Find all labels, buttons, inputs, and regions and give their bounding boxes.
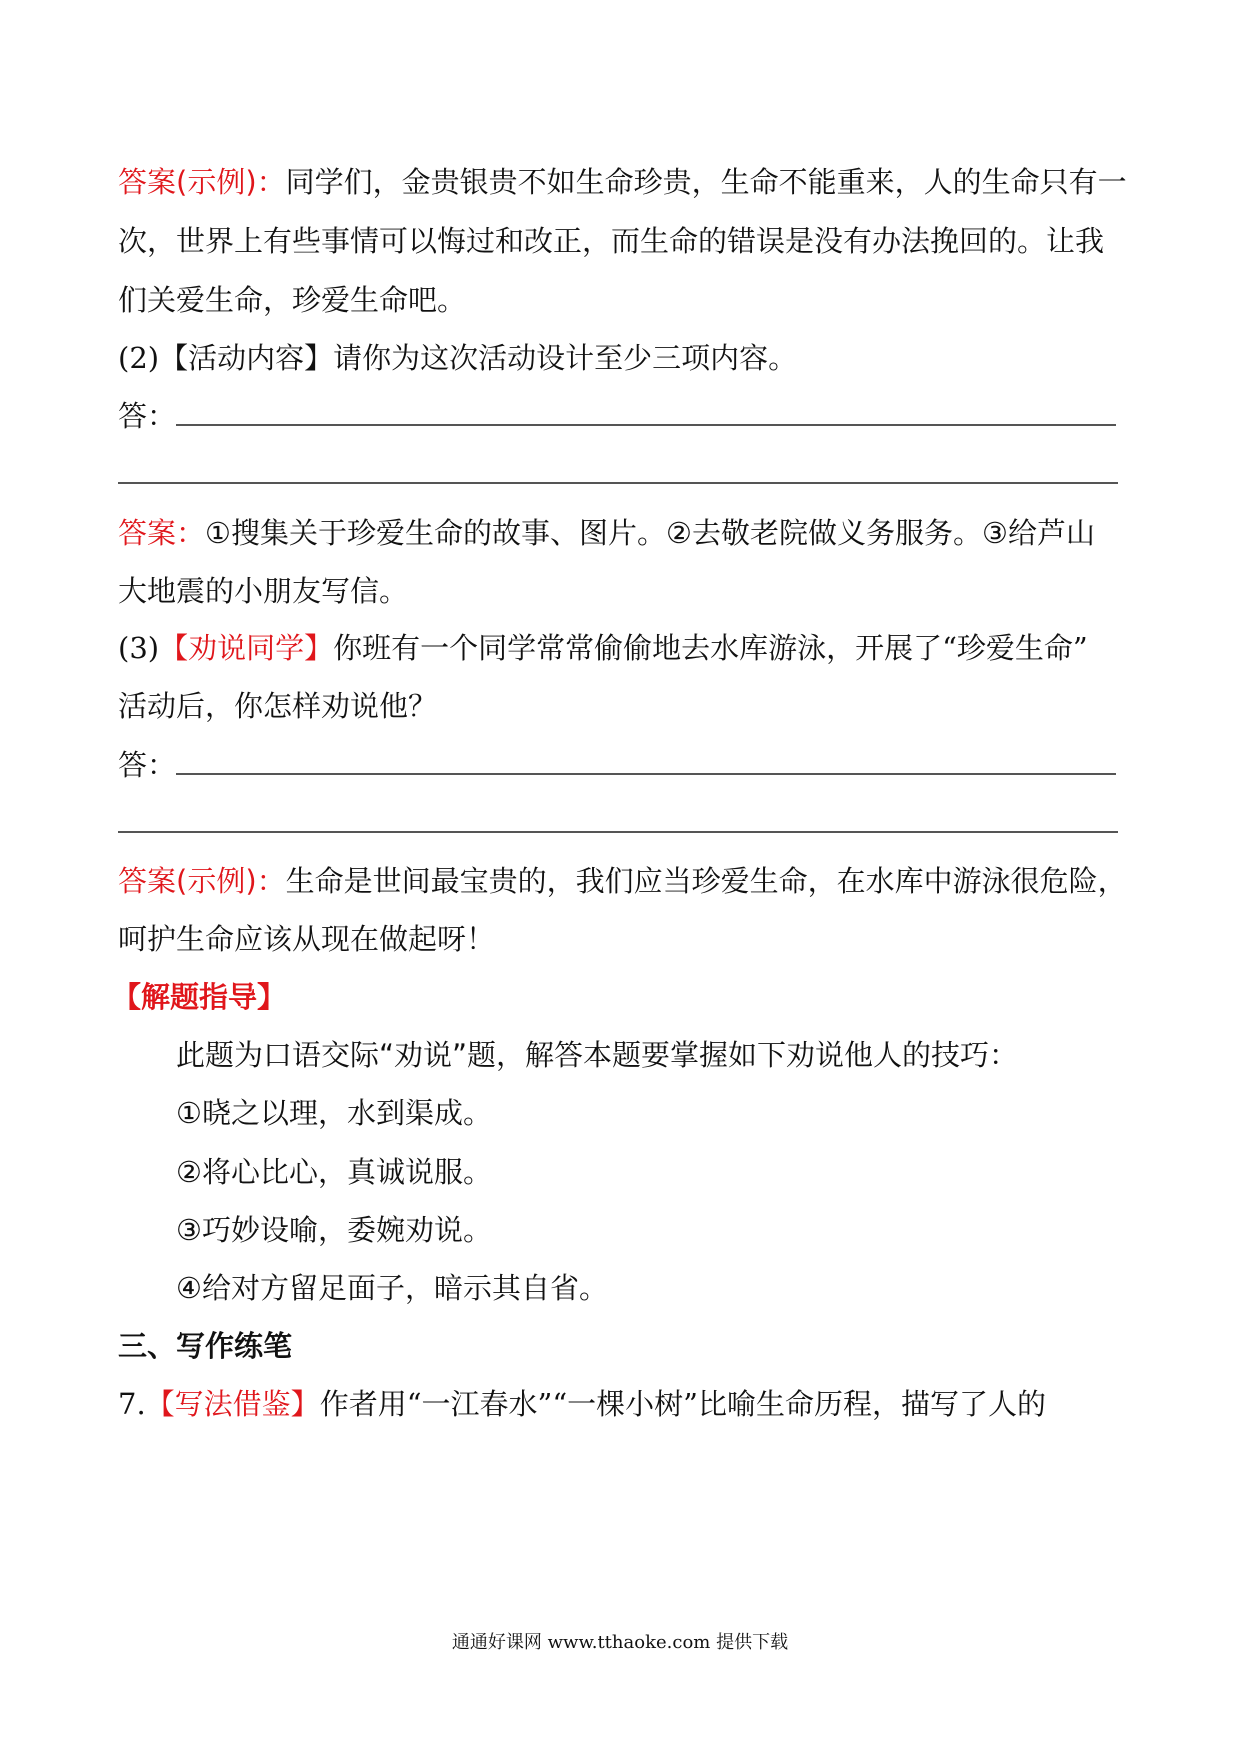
answer-label: 答案(示例)： [118, 864, 286, 898]
answer-blank-line[interactable] [118, 809, 1118, 833]
q2-answer-blank-1 [118, 396, 1116, 436]
q3-answer-blank-2 [118, 803, 1118, 843]
answer-text: ①搜集关于珍爱生命的故事、图片。②去敬老院做义务服务。③给芦山 [205, 516, 1096, 550]
q3-answer-blank-1 [118, 745, 1116, 785]
guide-item: ①晓之以理，水到渠成。 [176, 1096, 492, 1130]
q1-answer-line-2: 次，世界上有些事情可以悔过和改正，而生命的错误是没有办法挽回的。让我 [118, 224, 1105, 258]
question-3-line-2: 活动后，你怎样劝说他？ [118, 689, 438, 723]
q3-answer-line-1 [118, 861, 1127, 901]
answer-blank-line[interactable] [118, 460, 1118, 484]
answer-blank-line[interactable] [176, 402, 1116, 426]
question-7-line-1 [118, 1384, 1046, 1424]
guide-item: ③巧妙设喻，委婉劝说。 [176, 1213, 492, 1247]
q1-answer-line-1 [118, 162, 1127, 202]
answer-label: 答案： [118, 516, 206, 550]
question-text: 你班有一个同学常常偷偷地去水库游泳，开展了“珍爱生命” [333, 631, 1088, 665]
page-footer: 通通好课网 www.tthaoke.com 提供下载 [451, 1632, 789, 1653]
answer-text: 同学们，金贵银贵不如生命珍贵，生命不能重来，人的生命只有一 [285, 165, 1127, 199]
answer-blank-line[interactable] [176, 751, 1116, 775]
q1-answer-line-3: 们关爱生命，珍爱生命吧。 [118, 283, 467, 317]
q2-answer-blank-2 [118, 454, 1118, 494]
answer-prompt: 答： [118, 399, 177, 433]
section-title: 三、写作练笔 [118, 1329, 293, 1363]
question-number: 7. [118, 1387, 146, 1421]
guide-item: ④给对方留足面子，暗示其自省。 [176, 1271, 608, 1305]
guide-item: ②将心比心，真诚说服。 [176, 1155, 492, 1189]
q3-answer-line-2: 呵护生命应该从现在做起呀！ [118, 922, 496, 956]
question-2: (2)【活动内容】请你为这次活动设计至少三项内容。 [118, 341, 798, 375]
answer-prompt: 答： [118, 748, 177, 782]
guide-intro: 此题为口语交际“劝说”题，解答本题要掌握如下劝说他人的技巧： [176, 1038, 1019, 1072]
question-tag: 【劝说同学】 [159, 631, 334, 665]
answer-label: 答案(示例)： [118, 165, 286, 199]
question-tag: 【写法借鉴】 [145, 1387, 320, 1421]
question-number: (3) [118, 631, 160, 665]
question-3-line-1 [118, 628, 1088, 668]
guide-title: 【解题指导】 [112, 980, 287, 1014]
answer-text: 生命是世间最宝贵的，我们应当珍爱生命，在水库中游泳很危险， [285, 864, 1127, 898]
q2-answer-line-1 [118, 513, 1095, 553]
q2-answer-line-2: 大地震的小朋友写信。 [118, 574, 409, 608]
question-text: 作者用“一江春水”“一棵小树”比喻生命历程，描写了人的 [319, 1387, 1046, 1421]
